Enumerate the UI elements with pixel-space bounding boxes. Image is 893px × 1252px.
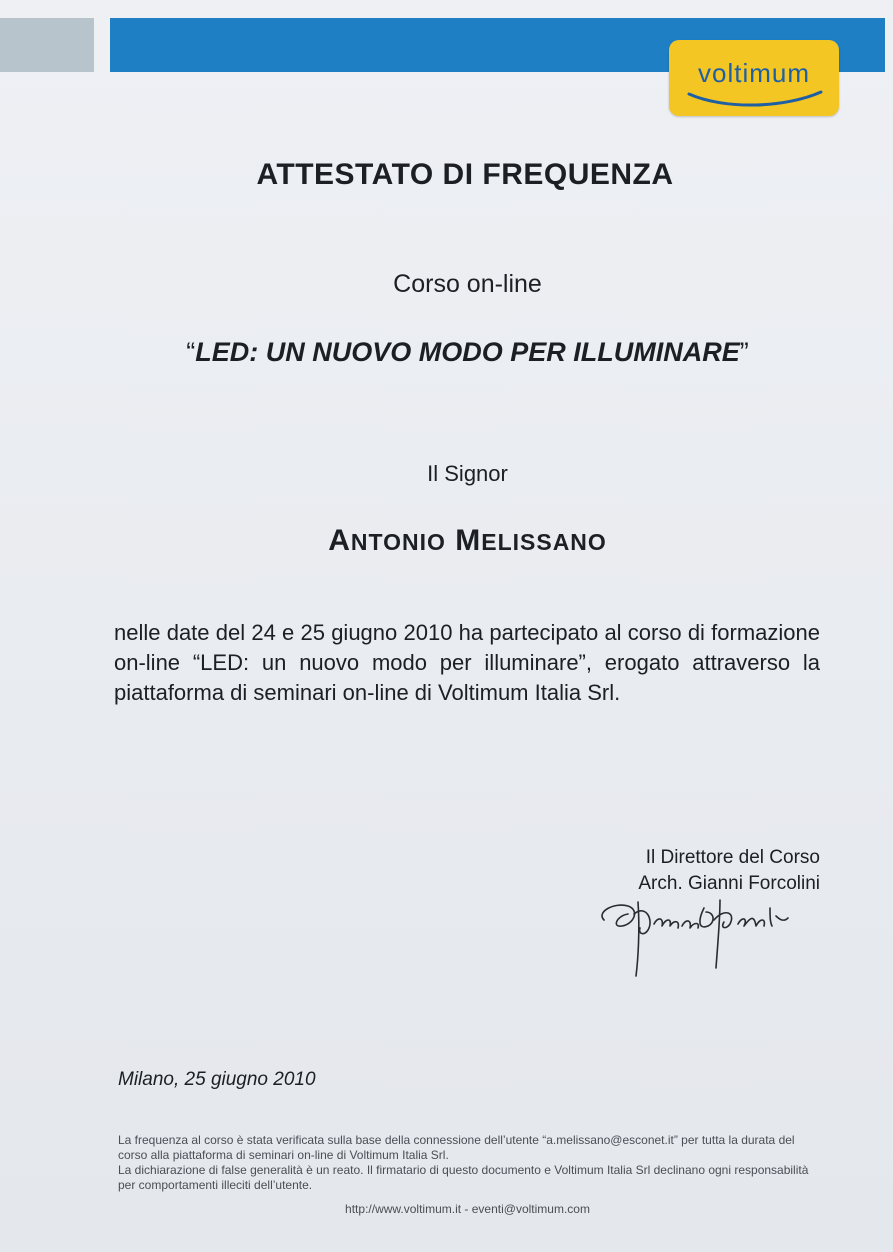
first-initial: A [328,524,351,557]
certificate-title: ATTESTATO DI FREQUENZA [256,158,674,191]
logo-wordmark: voltimum [697,58,810,88]
quote-open: “ [186,337,196,367]
certificate-body: nelle date del 24 e 25 giugno 2010 ha partecipato al corso di formazione on-line “LED: un nuovo modo per illuminare”, erogato attraverso la piattaforma di seminari on-line di Voltimum Italia Srl. [114,620,820,705]
signatory-role: Il Direttore del Corso [645,847,820,868]
last-initial: M [455,524,482,557]
salutation: Il Signor [427,461,508,486]
recipient-name [0,524,893,558]
course-title: LED: UN NUOVO MODO PER ILLUMINARE [195,337,740,367]
footer-contact: http://www.voltimum.it - eventi@voltimum.com [345,1202,590,1216]
header-grey-band [0,18,94,72]
voltimum-logo [669,40,839,116]
course-title-line [0,337,893,368]
footer-note-verification: La frequenza al corso è stata verificata sulla base della connessione dell’utente “a.melissano@esconet.it” per tutta la durata del corso alla piattaforma di seminari on-line di Voltimum Italia Srl. [118,1133,795,1162]
first-rest: NTONIO [350,529,446,555]
place-and-date: Milano, 25 giugno 2010 [118,1069,316,1090]
certificate-subtitle: Corso on-line [393,270,542,298]
signatory-name: Arch. Gianni Forcolini [638,873,820,894]
handwritten-signature [594,890,794,980]
quote-close: ” [739,337,749,367]
footer-note-disclaimer: La dichiarazione di false generalità è un reato. Il firmatario di questo documento e Voltimum Italia Srl declinano ogni responsabilità per comportamenti illeciti dell’utente. [118,1163,809,1192]
logo-swoosh-icon [685,88,825,108]
footer-notes [118,1133,818,1193]
last-rest: ELISSANO [481,529,607,555]
